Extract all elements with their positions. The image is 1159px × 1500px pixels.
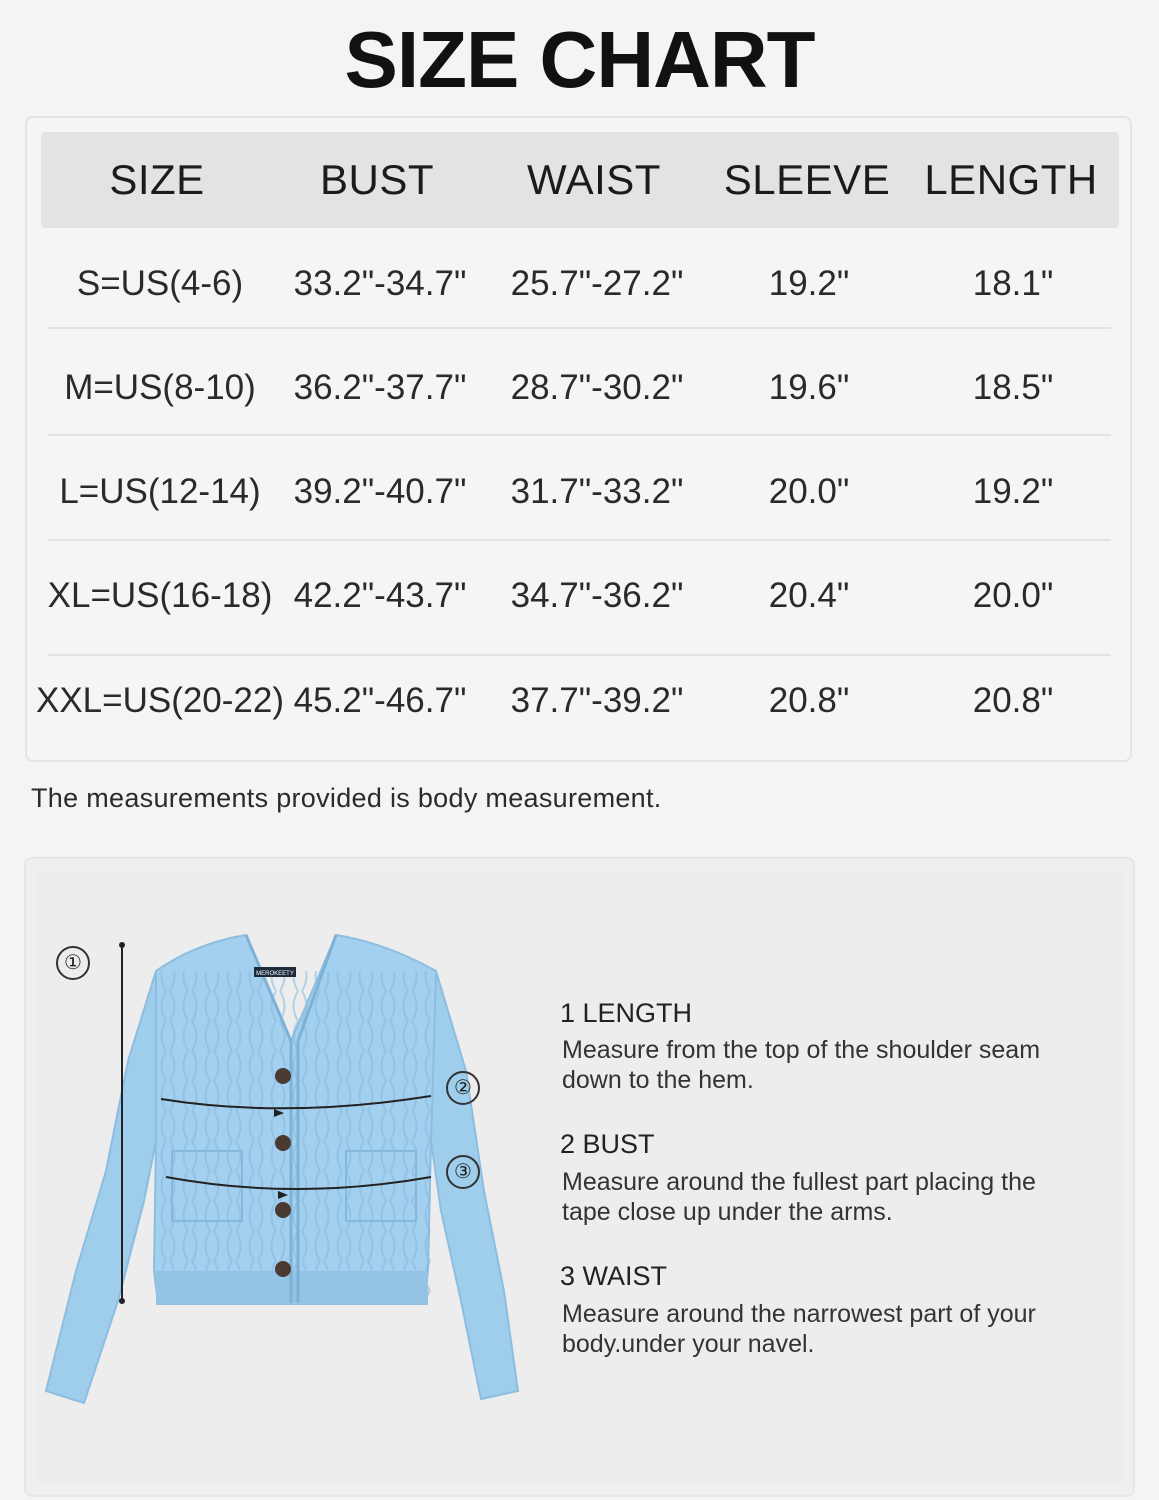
cell-size: M=US(8-10): [64, 368, 256, 407]
cell-bust: 39.2"-40.7": [293, 472, 467, 511]
table-row: [27, 472, 1134, 511]
table-row: [27, 264, 1134, 303]
marker-3: ③: [446, 1155, 480, 1189]
cell-length: 20.0": [972, 576, 1054, 615]
table-row: [27, 681, 1134, 720]
header-waist: WAIST: [527, 156, 661, 203]
cell-size: L=US(12-14): [59, 472, 261, 511]
header-size: SIZE: [109, 156, 205, 203]
cell-size: XXL=US(20-22): [35, 681, 285, 720]
cell-size: S=US(4-6): [76, 264, 244, 303]
measurement-note: The measurements provided is body measurement.: [31, 783, 662, 813]
table-row: [27, 576, 1134, 615]
guide-bust-text: Measure around the fullest part placing the tape close up under the arms.: [562, 1168, 1036, 1226]
page-title: SIZE CHART: [344, 15, 815, 104]
cell-length: 19.2": [972, 472, 1054, 511]
cell-length: 18.1": [972, 264, 1054, 303]
cell-length: 18.5": [972, 368, 1054, 407]
cell-size: XL=US(16-18): [47, 576, 273, 615]
cell-sleeve: 20.0": [768, 472, 850, 511]
row-divider: [48, 327, 1111, 329]
cell-sleeve: 19.6": [768, 368, 850, 407]
guide-length-title: 1 LENGTH: [560, 998, 693, 1028]
cell-bust: 45.2"-46.7": [293, 681, 467, 720]
row-divider: [48, 434, 1111, 436]
cell-sleeve: 20.8": [768, 681, 850, 720]
cell-bust: 42.2"-43.7": [293, 576, 467, 615]
button-4: [275, 1261, 291, 1277]
measurement-guide-card: [24, 857, 1135, 1497]
guide-waist-title: 3 WAIST: [560, 1261, 668, 1291]
guide-length-text: Measure from the top of the shoulder seam down to the hem.: [562, 1036, 1041, 1094]
cell-waist: 25.7"-27.2": [510, 264, 684, 303]
row-divider: [48, 654, 1111, 656]
right-sleeve: [431, 971, 518, 1399]
marker-1: ①: [56, 946, 90, 980]
cell-waist: 28.7"-30.2": [510, 368, 684, 407]
button-3: [275, 1202, 291, 1218]
cell-waist: 31.7"-33.2": [510, 472, 684, 511]
cell-length: 20.8": [972, 681, 1054, 720]
row-divider: [48, 539, 1111, 541]
cell-bust: 33.2"-34.7": [293, 264, 467, 303]
brand-tag-text: MEROKEETY: [256, 971, 294, 977]
button-2: [275, 1135, 291, 1151]
header-bust: BUST: [319, 156, 435, 203]
guide-waist-text: Measure around the narrowest part of your body.under your navel.: [562, 1300, 1036, 1358]
header-sleeve: SLEEVE: [723, 156, 891, 203]
table-header: [41, 132, 1119, 228]
guide-bust-title: 2 BUST: [560, 1129, 655, 1159]
cell-sleeve: 19.2": [768, 264, 850, 303]
left-sleeve: [46, 971, 156, 1403]
cell-waist: 37.7"-39.2": [510, 681, 684, 720]
cell-waist: 34.7"-36.2": [510, 576, 684, 615]
marker-2: ②: [446, 1071, 480, 1105]
size-table: [25, 116, 1132, 762]
cell-bust: 36.2"-37.7": [293, 368, 467, 407]
table-row: [27, 368, 1134, 407]
illustration-panel: [36, 871, 1124, 1485]
button-1: [275, 1068, 291, 1084]
cell-sleeve: 20.4": [768, 576, 850, 615]
header-length: LENGTH: [924, 156, 1098, 203]
